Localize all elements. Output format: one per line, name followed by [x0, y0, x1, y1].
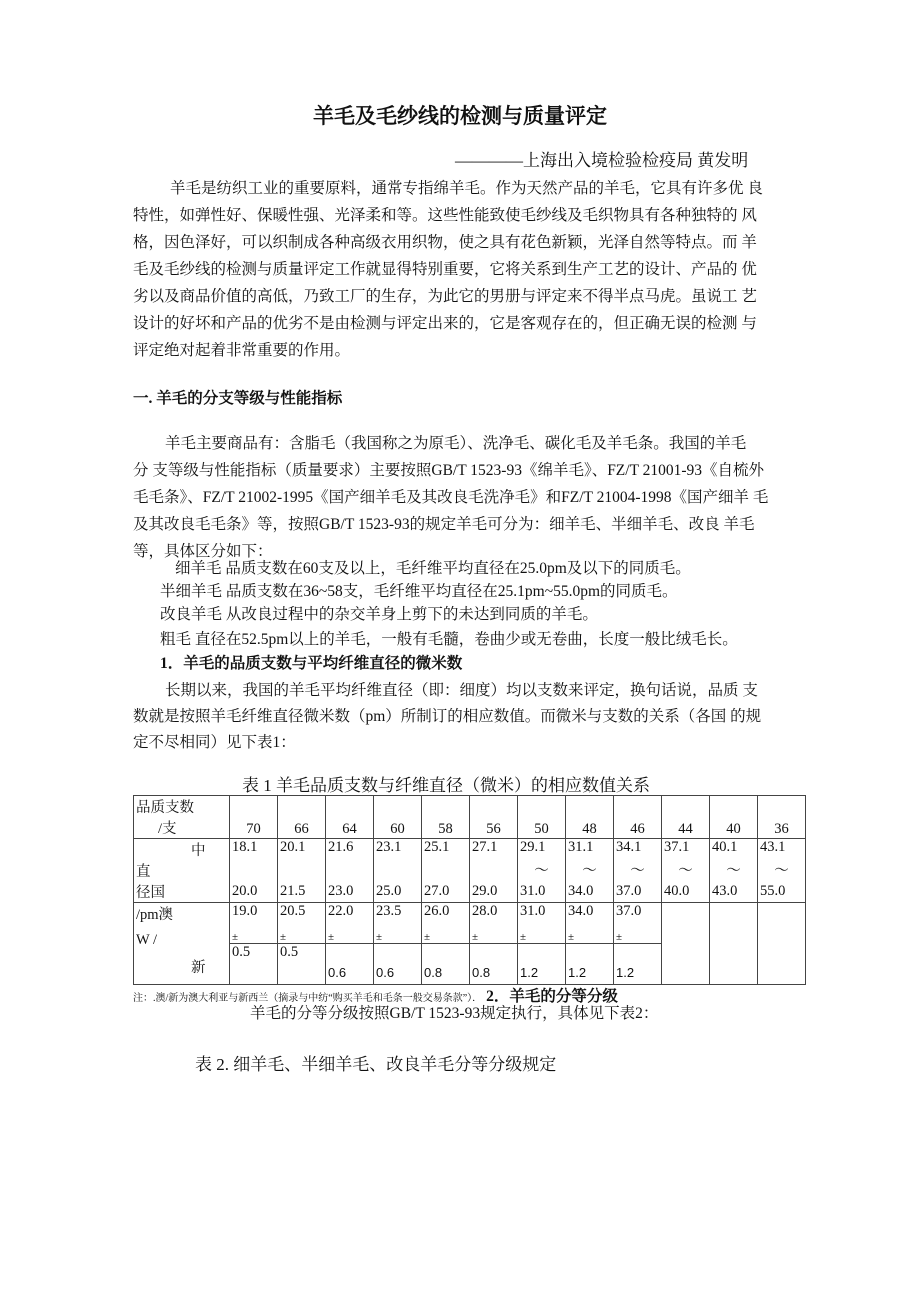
tolerance-value: 0.8 [424, 965, 443, 980]
count-cell [518, 796, 566, 839]
category-coarse: 粗毛 直径在52.5pm以上的羊毛，一般有毛髓，卷曲少或无卷曲，长度一般比绒毛长。 [160, 631, 738, 648]
text-line: 定不尽相同）见下表1： [133, 734, 296, 751]
aunz-value: 19.0 [232, 903, 258, 919]
tolerance-value: 0.5 [232, 944, 251, 960]
header-unit: /支 [158, 821, 177, 837]
count-value: 46 [630, 821, 645, 837]
range-from: 31.1 [568, 839, 594, 855]
text-line: 等，具体区分如下： [133, 543, 273, 560]
count-cell [470, 796, 518, 839]
subsection-heading: 2．羊毛的分等分级 [486, 988, 618, 1005]
aunz-value: 31.0 [520, 903, 546, 919]
range-stack [568, 839, 611, 900]
range-stack [472, 839, 515, 900]
range-tilde: ～ [678, 863, 693, 879]
text-line: 数就是按照羊毛纤维直径微米数（pm）所制订的相应数值。而微米与支数的关系（各国 的规 [133, 708, 762, 725]
plus-minus: ± [616, 931, 623, 943]
value-stack [520, 903, 563, 943]
value-stack [424, 903, 467, 943]
aunz-value: 28.0 [472, 903, 498, 919]
table1-caption: 表 1 羊毛品质支数与纤维直径（微米）的相应数值关系 [242, 776, 650, 795]
table2-caption: 表 2. 细羊毛、半细羊毛、改良羊毛分等分级规定 [195, 1055, 557, 1074]
text-line: 羊毛主要商品有：含脂毛（我国称之为原毛）、洗净毛、碳化毛及羊毛条。我国的羊毛 [165, 435, 747, 452]
aunz-value-cell [566, 903, 614, 944]
aunz-tolerance-cell [614, 944, 662, 985]
tolerance-value: 1.2 [616, 965, 635, 980]
plus-minus: ± [424, 931, 431, 943]
text-line: 格，因色泽好，可以织制成各种高级衣用织物，使之具有花色新颖，光泽自然等特点。而 羊 [133, 234, 757, 251]
range-stack [232, 839, 275, 900]
text-line: 劣以及商品价值的高低，乃致工厂的生存，为此它的男册与评定来不得半点马虎。虽说工 艺 [133, 288, 757, 305]
label-part: /pm澳 [136, 907, 174, 923]
category-semi-fine: 半细羊毛 品质支数在36~58支，毛纤维平均直径在25.1pm~55.0pm的同质毛。 [160, 583, 678, 600]
range-to: 31.0 [520, 883, 546, 899]
text-line: 分 支等级与性能指标（质量要求）主要按照GB/T 1523-93《绵羊毛》、FZ/T 21001-93《自梳外 [133, 462, 765, 479]
count-cell [614, 796, 662, 839]
range-tilde: ～ [774, 863, 789, 879]
tolerance-value: 1.2 [568, 965, 587, 980]
china-label-cell [134, 839, 230, 903]
count-value: 60 [390, 821, 405, 837]
aunz-value: 23.5 [376, 903, 402, 919]
range-tilde [280, 861, 323, 879]
tolerance-value: 1.2 [520, 965, 539, 980]
label-part: 中 [191, 843, 206, 859]
range-to: 34.0 [568, 883, 594, 899]
range-tilde [424, 861, 467, 879]
plus-minus: ± [568, 931, 575, 943]
author-line: ————上海出入境检验检疫局 黄发明 [455, 151, 749, 170]
range-stack [664, 839, 707, 900]
range-to: 27.0 [424, 883, 450, 899]
sub2-text: 羊毛的分等分级按照GB/T 1523-93规定执行，具体见下表2： [250, 1005, 659, 1022]
table1-note: 注：.澳/新为澳大利亚与新西兰（摘录与中纺“购买羊毛和毛条一般交易条款”）． [133, 993, 483, 1004]
range-to: 43.0 [712, 883, 738, 899]
label-part: 径国 [136, 885, 165, 901]
value-stack [280, 903, 323, 943]
aunz-value: 20.5 [280, 903, 306, 919]
aunz-tolerance-cell [422, 944, 470, 985]
empty-cell [758, 903, 806, 985]
subsection-heading: 1．羊毛的品质支数与平均纤维直径的微米数 [160, 655, 463, 672]
plus-minus: ± [472, 931, 479, 943]
plus-minus: ± [520, 931, 527, 943]
range-stack [616, 839, 659, 900]
aunz-tolerance-cell [518, 944, 566, 985]
range-to: 25.0 [376, 883, 402, 899]
china-range-cell [566, 839, 614, 903]
range-from: 25.1 [424, 839, 450, 855]
aunz-tolerance-cell [566, 944, 614, 985]
category-fine: 细羊毛 品质支数在60支及以上，毛纤维平均直径在25.0pm及以下的同质毛。 [175, 560, 691, 577]
range-stack [376, 839, 419, 900]
label-part: 直 [136, 864, 151, 880]
range-to: 21.5 [280, 883, 306, 899]
count-cell [710, 796, 758, 839]
range-from: 21.6 [328, 839, 354, 855]
range-tilde [232, 861, 275, 879]
table-row-counts [134, 796, 806, 839]
count-value: 64 [342, 821, 357, 837]
range-stack [328, 839, 371, 900]
text-line: 设计的好坏和产品的优劣不是由检测与评定出来的，它是客观存在的，但正确无误的检测 与 [133, 315, 757, 332]
value-stack [568, 903, 611, 943]
china-range-cell [230, 839, 278, 903]
plus-minus: ± [328, 931, 335, 943]
count-value: 66 [294, 821, 309, 837]
range-from: 20.1 [280, 839, 306, 855]
plus-minus: ± [280, 931, 287, 943]
range-from: 40.1 [712, 839, 738, 855]
aunz-value: 37.0 [616, 903, 642, 919]
aunz-value: 22.0 [328, 903, 354, 919]
china-range-cell [662, 839, 710, 903]
label-part: 新 [191, 960, 206, 976]
china-range-cell [422, 839, 470, 903]
range-tilde: ～ [630, 863, 645, 879]
range-tilde [376, 861, 419, 879]
header-label: 品质支数 [136, 800, 194, 816]
china-range-cell [518, 839, 566, 903]
range-from: 18.1 [232, 839, 258, 855]
range-to: 37.0 [616, 883, 642, 899]
aunz-value-cell [230, 903, 278, 944]
text-line: 评定绝对起着非常重要的作用。 [133, 342, 351, 359]
range-to: 23.0 [328, 883, 354, 899]
value-stack [232, 903, 275, 943]
count-cell [278, 796, 326, 839]
aunz-value-cell [614, 903, 662, 944]
category-improved: 改良羊毛 从改良过程中的杂交羊身上剪下的未达到同质的羊毛。 [160, 606, 598, 623]
text-line: 长期以来，我国的羊毛平均纤维直径（即：细度）均以支数来评定，换句话说，品质 支 [165, 682, 758, 699]
range-stack [520, 839, 563, 900]
china-range-cell [614, 839, 662, 903]
count-value: 36 [774, 821, 789, 837]
range-tilde: ～ [726, 863, 741, 879]
header-label-cell [134, 796, 230, 839]
count-value: 44 [678, 821, 693, 837]
count-value: 58 [438, 821, 453, 837]
china-range-cell [710, 839, 758, 903]
count-cell [566, 796, 614, 839]
value-stack [472, 903, 515, 943]
value-stack [616, 903, 659, 943]
range-tilde: ～ [582, 863, 597, 879]
range-tilde [328, 861, 371, 879]
china-range-cell [470, 839, 518, 903]
tolerance-value: 0.6 [328, 965, 347, 980]
aunz-tolerance-cell [374, 944, 422, 985]
count-cell [230, 796, 278, 839]
text-line: 毛毛条》、FZ/T 21002-1995《国产细羊毛及其改良毛洗净毛》和FZ/T 21004-1998《国产细羊 毛 [133, 489, 769, 506]
document-title: 羊毛及毛纱线的检测与质量评定 [313, 104, 607, 128]
text-line: 毛及毛纱线的检测与质量评定工作就显得特别重要，它将关系到生产工艺的设计、产品的 优 [133, 261, 757, 278]
tolerance-value: 0.6 [376, 965, 395, 980]
aunz-label-cell [134, 903, 230, 985]
china-range-cell [374, 839, 422, 903]
range-to: 55.0 [760, 883, 786, 899]
count-value: 70 [246, 821, 261, 837]
tolerance-value: 0.5 [280, 944, 299, 960]
range-stack [280, 839, 323, 900]
range-to: 20.0 [232, 883, 258, 899]
china-range-cell [326, 839, 374, 903]
empty-cell [662, 903, 710, 985]
table-row-aunz [134, 903, 806, 944]
count-value: 40 [726, 821, 741, 837]
range-stack [424, 839, 467, 900]
value-stack [328, 903, 371, 943]
count-cell [326, 796, 374, 839]
aunz-value: 26.0 [424, 903, 450, 919]
aunz-tolerance-cell [278, 944, 326, 985]
count-value: 48 [582, 821, 597, 837]
range-tilde: ～ [534, 863, 549, 879]
tolerance-value: 0.8 [472, 965, 491, 980]
aunz-value-cell [326, 903, 374, 944]
text-line: 及其改良毛毛条》等，按照GB/T 1523-93的规定羊毛可分为：细羊毛、半细羊毛、改良 羊毛 [133, 516, 755, 533]
count-cell [422, 796, 470, 839]
plus-minus: ± [376, 931, 383, 943]
text-line: 羊毛是纺织工业的重要原料，通常专指绵羊毛。作为天然产品的羊毛，它具有许多优 良 [170, 180, 763, 197]
range-stack [712, 839, 755, 900]
table1 [133, 795, 806, 985]
count-value: 50 [534, 821, 549, 837]
table-row-china [134, 839, 806, 903]
aunz-tolerance-cell [230, 944, 278, 985]
count-value: 56 [486, 821, 501, 837]
empty-cell [710, 903, 758, 985]
aunz-value-cell [374, 903, 422, 944]
section-heading: 一. 羊毛的分支等级与性能指标 [133, 390, 343, 407]
text-line: 特性，如弹性好、保暖性强、光泽柔和等。这些性能致使毛纱线及毛织物具有各种独特的 风 [133, 207, 757, 224]
count-cell [758, 796, 806, 839]
aunz-tolerance-cell [326, 944, 374, 985]
label-part: W / [136, 931, 158, 948]
aunz-value-cell [518, 903, 566, 944]
aunz-value: 34.0 [568, 903, 594, 919]
range-from: 29.1 [520, 839, 546, 855]
range-from: 23.1 [376, 839, 402, 855]
range-from: 37.1 [664, 839, 690, 855]
count-cell [374, 796, 422, 839]
count-cell [662, 796, 710, 839]
aunz-tolerance-cell [470, 944, 518, 985]
range-tilde [472, 861, 515, 879]
range-to: 40.0 [664, 883, 690, 899]
range-from: 27.1 [472, 839, 498, 855]
range-to: 29.0 [472, 883, 498, 899]
aunz-value-cell [470, 903, 518, 944]
china-range-cell [278, 839, 326, 903]
value-stack [376, 903, 419, 943]
range-stack [760, 839, 803, 900]
range-from: 43.1 [760, 839, 786, 855]
range-from: 34.1 [616, 839, 642, 855]
aunz-value-cell [278, 903, 326, 944]
aunz-value-cell [422, 903, 470, 944]
plus-minus: ± [232, 931, 239, 943]
china-range-cell [758, 839, 806, 903]
